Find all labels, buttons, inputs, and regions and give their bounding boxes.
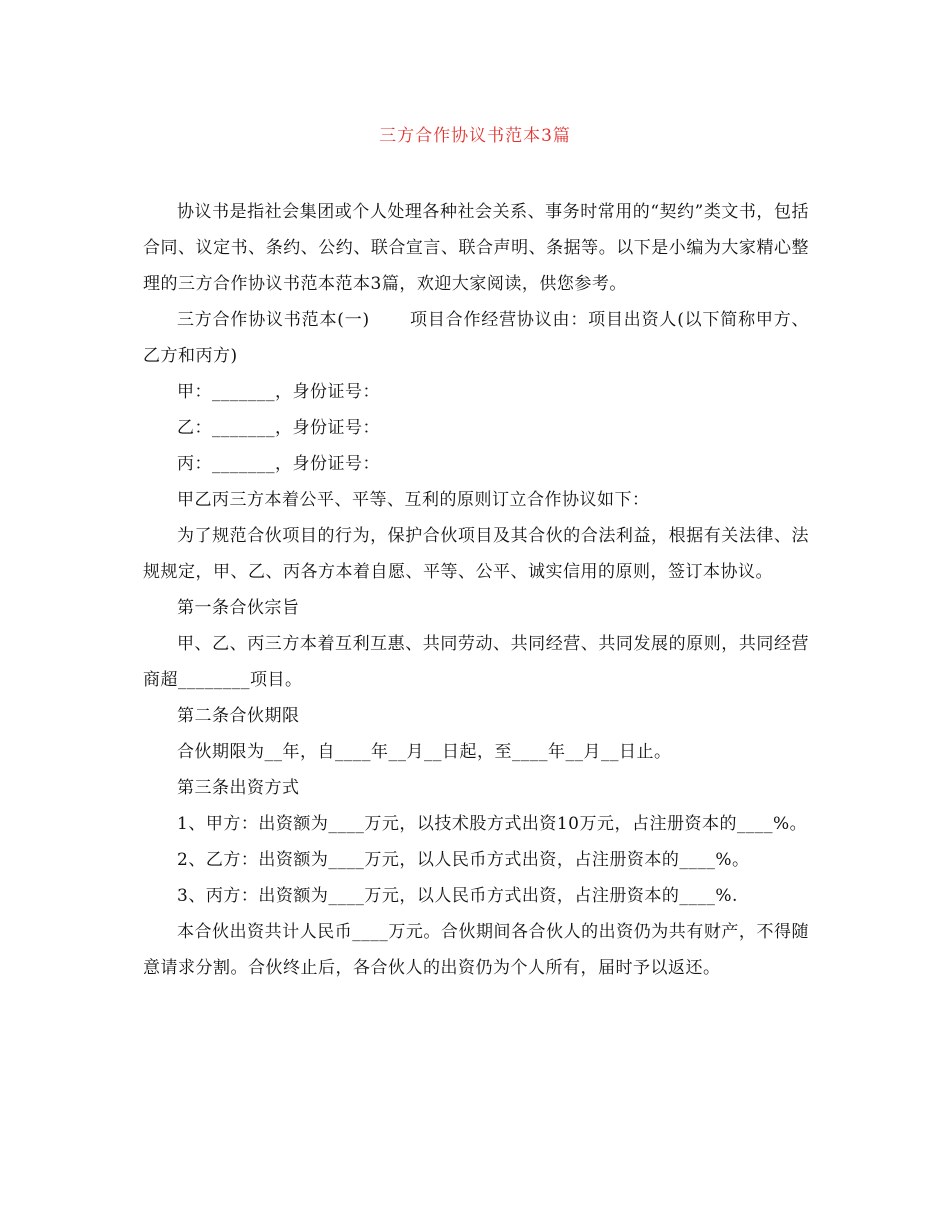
document-title: 三方合作协议书范本3篇 xyxy=(379,126,571,146)
contribution-party-b: 2、乙方：出资额为____万元，以人民币方式出资，占注册资本的____%。 xyxy=(177,850,750,870)
article-two-heading: 第二条合伙期限 xyxy=(177,706,300,726)
party-a-line: 甲：_______，身份证号： xyxy=(177,382,380,402)
purpose-paragraph: 为了规范合伙项目的行为，保护合伙项目及其合伙的合法利益，根据有关法律、法规规定，甲、乙、丙各方本着自愿、平等、公平、诚实信用的原则，签订本协议。 xyxy=(143,526,809,582)
article-one-text: 甲、乙、丙三方本着互利互惠、共同劳动、共同经营、共同发展的原则，共同经营商超________项目。 xyxy=(143,634,809,690)
document-body xyxy=(143,194,809,986)
sample-one-heading-line xyxy=(143,302,809,374)
intro-paragraph: 协议书是指社会集团或个人处理各种社会关系、事务时常用的“契约”类文书，包括合同、议定书、条约、公约、联合宣言、联合声明、条据等。以下是小编为大家精心整理的三方合作协议书范本范本3篇，欢迎大家阅读，供您参考。 xyxy=(143,202,809,294)
contribution-party-a: 1、甲方：出资额为____万元，以技术股方式出资10万元，占注册资本的____%。 xyxy=(177,814,808,834)
total-contribution-paragraph: 本合伙出资共计人民币____万元。合伙期间各合伙人的出资仍为共有财产，不得随意请求分割。合伙终止后，各合伙人的出资仍为个人所有，届时予以返还。 xyxy=(143,922,809,978)
party-c-line: 丙：_______，身份证号： xyxy=(177,454,380,474)
article-one-heading: 第一条合伙宗旨 xyxy=(177,598,300,618)
article-two-text: 合伙期限为__年，自____年__月__日起，至____年__月__日止。 xyxy=(177,742,672,762)
principles-paragraph: 甲乙丙三方本着公平、平等、互利的原则订立合作协议如下： xyxy=(177,490,650,510)
contribution-party-c: 3、丙方：出资额为____万元，以人民币方式出资，占注册资本的____%. xyxy=(177,886,738,906)
project-agreement-intro: 项目合作经营协议由：项目出资人(以下简称甲方、乙方和丙方) xyxy=(143,310,810,366)
sample-one-heading: 三方合作协议书范本(一) xyxy=(177,310,370,330)
article-three-heading: 第三条出资方式 xyxy=(177,778,300,798)
party-b-line: 乙：_______，身份证号： xyxy=(177,418,380,438)
